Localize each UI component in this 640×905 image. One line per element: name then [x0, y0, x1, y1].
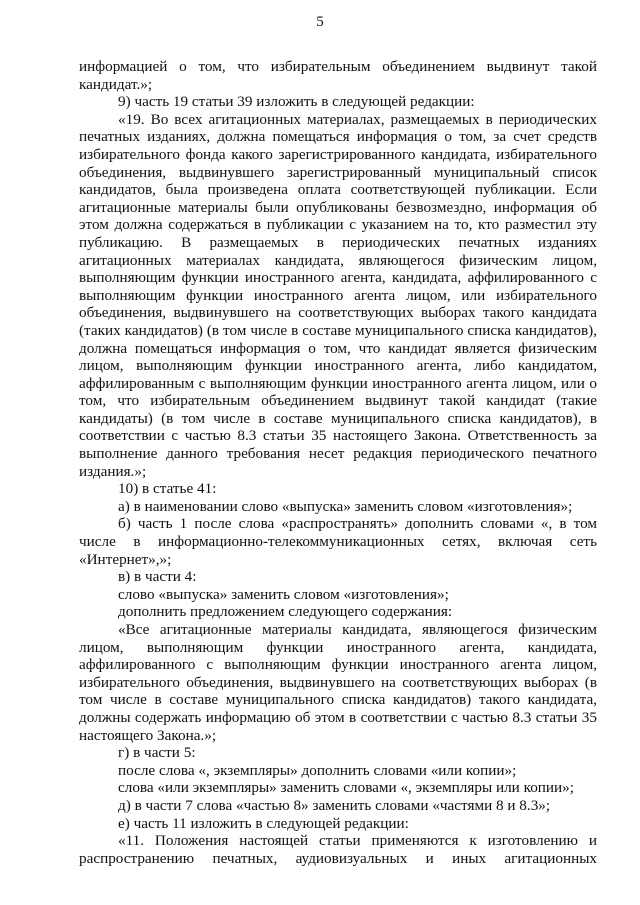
paragraph: е) часть 11 изложить в следующей редакции:	[118, 814, 409, 832]
page-number: 5	[316, 14, 324, 30]
paragraph: информацией о том, что избирательным объединением выдвинут такой кандидат.»;	[79, 58, 597, 93]
paragraph: б) часть 1 после слова «распространять» дополнить словами «, в том числе в информационно-телекоммуникационных сетях, включая сеть «Интернет»,»;	[79, 515, 597, 568]
paragraph: 9) часть 19 статьи 39 изложить в следующей редакции:	[118, 93, 475, 111]
paragraph: слово «выпуска» заменить словом «изготовления»;	[118, 585, 449, 603]
paragraph: слова «или экземпляры» заменить словами «, экземпляры или копии»;	[118, 779, 574, 797]
document-body	[79, 58, 597, 867]
paragraph: «19. Во всех агитационных материалах, размещаемых в периодических печатных изданиях, должна помещаться информация о том, за счет средств избирательного фонда какого зарегистрированного кандидата, избирательного объединения, выдвинувшего зарегистрированный муниципальный список кандидатов, была произведена оплата соответствующей публикации. Если агитационные материалы были опубликованы безвозмездно, информация об этом должна содержаться в публикации с указанием на то, кто разместил эту публикацию. В размещаемых в периодических печатных изданиях агитационных материалах кандидата, являющегося физическим лицом, выполняющим функции иностранного агента, кандидата, аффилированного с выполняющим функции иностранного агента лицом, или избирательного объединения, выдвинувшего на соответствующих выборах такого кандидата (таких кандидатов) (в том числе в составе муниципального списка кандидатов), должна помещаться информация о том, что кандидат является физическим лицом, выполняющим функции иностранного агента, либо кандидатом, аффилированным с выполняющим функции иностранного агента лицом, или о том, что избирательным объединением выдвинут такой кандидат (такие кандидаты) (в том числе в составе муниципального списка кандидатов), в соответствии с частью 8.3 статьи 35 настоящего Закона. Ответственность за выполнение данного требования несет редакция периодического печатного издания.»;	[79, 110, 597, 480]
paragraph: а) в наименовании слово «выпуска» заменить словом «изготовления»;	[118, 497, 573, 515]
paragraph: «11. Положения настоящей статьи применяются к изготовлению и распространению печатных, аудиовизуальных и иных агитационных	[79, 832, 597, 867]
paragraph: в) в части 4:	[118, 568, 197, 586]
paragraph: после слова «, экземпляры» дополнить словами «или копии»;	[118, 761, 517, 779]
paragraph: 10) в статье 41:	[118, 480, 217, 498]
paragraph: г) в части 5:	[118, 744, 196, 762]
paragraph: дополнить предложением следующего содержания:	[118, 603, 453, 621]
paragraph: д) в части 7 слова «частью 8» заменить словами «частями 8 и 8.3»;	[118, 796, 551, 814]
paragraph: «Все агитационные материалы кандидата, являющегося физическим лицом, выполняющим функции иностранного агента, кандидата, аффилированного с выполняющим функции иностранного агента лицом, избирательного объединения, выдвинувшего на соответствующих выборах (в том числе в составе муниципального списка кандидатов) такого кандидата, должны содержать информацию об этом в соответствии с частью 8.3 статьи 35 настоящего Закона.»;	[79, 621, 597, 744]
